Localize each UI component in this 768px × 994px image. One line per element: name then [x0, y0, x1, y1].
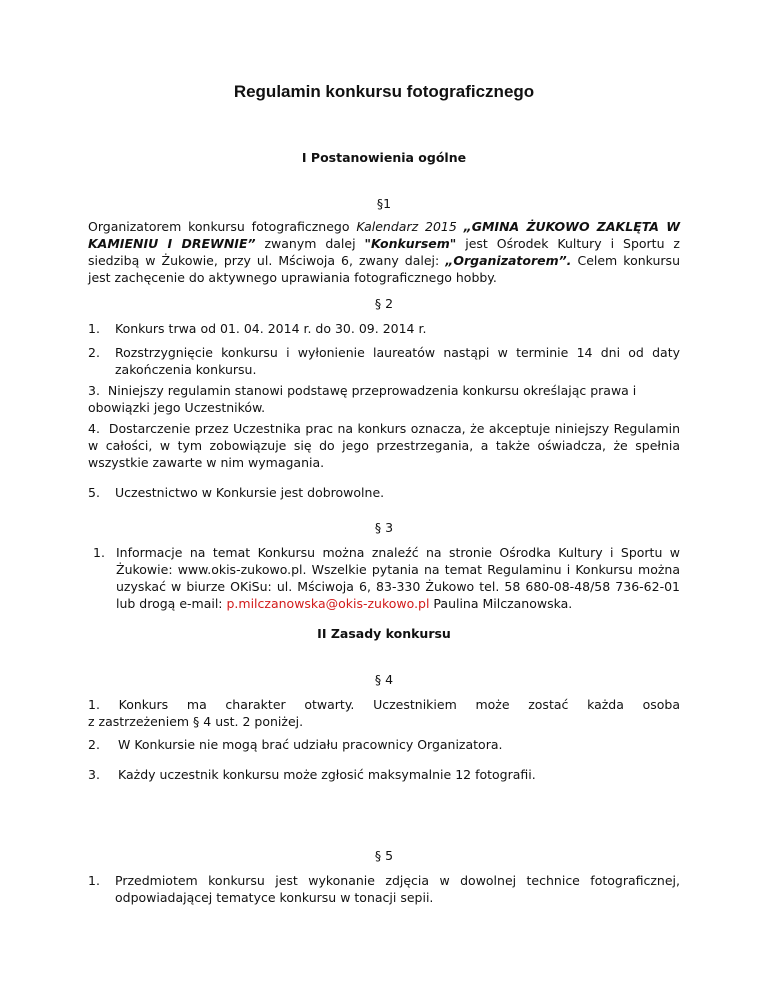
list-item: 5. Uczestnictwo w Konkursie jest dobrowolne.	[88, 485, 385, 500]
list-item: 2. W Konkursie nie mogą brać udziału pracownicy Organizatora.	[88, 737, 503, 752]
list-item: 4. Dostarczenie przez Uczestnika prac na konkurs oznacza, że akceptuje niniejszy Regulamin w całości, w tym zobowiązuje się do jego przestrzegania, a także oświadcza, że spełnia wszystkie zawarte w nim wymagania.	[88, 421, 680, 470]
section-heading-general: I Postanowienia ogólne	[301, 150, 467, 165]
list-item: 1. Konkurs trwa od 01. 04. 2014 r. do 30. 09. 2014 r.	[88, 321, 427, 336]
list-item: 2. Rozstrzygnięcie konkursu i wyłonienie laureatów nastąpi w terminie 14 dni od daty zakończenia konkursu.	[88, 345, 680, 377]
contact-email-link[interactable]: p.milczanowska@okis-zukowo.pl	[226, 596, 430, 611]
list-item: 3. Niniejszy regulamin stanowi podstawę przeprowadzenia konkursu określając prawa i obowiązki jego Uczestników.	[88, 383, 637, 415]
paragraph-symbol-1: §1	[376, 196, 392, 211]
paragraph-1-text: Organizatorem konkursu fotograficznego Kalendarz 2015 „GMINA ŻUKOWO ZAKLĘTA W KAMIENIU I DREWNIE” zwanym dalej "Konkursem" jest Ośrodek Kultury i Sportu z siedzibą w Żukowie, przy ul. Mściwoja 6, zwany dalej: „Organizatorem”. Celem konkursu jest zachęcenie do aktywnego uprawiania fotograficznego hobby.	[88, 219, 680, 285]
list-item: 1. Konkurs ma charakter otwarty. Uczestnikiem może zostać każda osoba z zastrzeżeniem § 4 ust. 2 poniżej.	[88, 697, 680, 729]
list-item: 1. Informacje na temat Konkursu można znaleźć na stronie Ośrodka Kultury i Sportu w Żukowie: www.okis-zukowo.pl. Wszelkie pytania na temat Regulaminu i Konkursu można uzyskać w biurze OKiSu: ul. Mściwoja 6, 83-330 Żukowo tel. 58 680-08-48/58 736-62-01 lub drogą e-mail: p.milczanowska@okis-zukowo.pl Paulina Milczanowska.	[93, 545, 680, 611]
list-item: 1. Przedmiotem konkursu jest wykonanie zdjęcia w dowolnej technice fotograficznej, odpowiadającej tematyce konkursu w tonacji sepii.	[88, 873, 680, 905]
paragraph-symbol-4: § 4	[374, 672, 394, 687]
paragraph-symbol-2: § 2	[374, 296, 394, 311]
paragraph-symbol-3: § 3	[374, 520, 394, 535]
list-item-line: 1. Konkurs ma charakter otwarty. Uczestnikiem może zostać każda osoba	[88, 697, 680, 712]
section-heading-rules: II Zasady konkursu	[317, 626, 451, 641]
document-title: Regulamin konkursu fotograficznego	[233, 82, 535, 101]
paragraph-symbol-5: § 5	[374, 848, 394, 863]
list-item: 3. Każdy uczestnik konkursu może zgłosić maksymalnie 12 fotografii.	[88, 767, 536, 782]
